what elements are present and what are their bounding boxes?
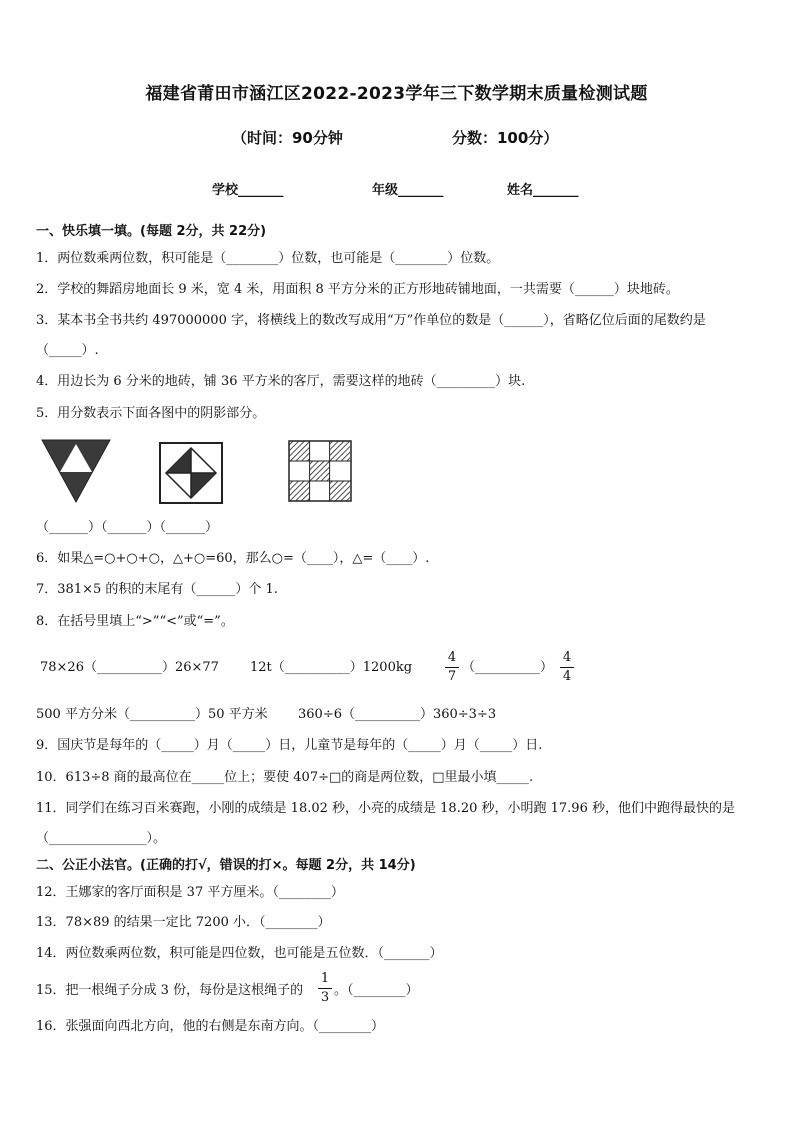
fraction-four-fourths: 4 4 (560, 650, 574, 685)
fraction-four-sevenths: 4 7 (445, 650, 459, 685)
question-4: 4．用边长为 6 分米的地砖，铺 36 平方米的客厅，需要这样的地砖（_________）块. (36, 374, 526, 389)
square-diamond-figure (159, 442, 223, 504)
question-7: 7．381×5 的积的末尾有（______）个 1. (36, 582, 278, 597)
compare-item-2: 12t（__________）1200kg (250, 660, 413, 675)
compare-item-5: 360÷6（__________）360÷3÷3 (298, 707, 497, 722)
page-title: 福建省莆田市涵江区2022-2023学年三下数学期末质量检测试题 (145, 84, 648, 104)
compare-item-4: 500 平方分米（__________）50 平方米 (36, 707, 268, 722)
question-15-blank: 。（________） (334, 983, 419, 998)
question-8: 8．在括号里填上“>”“<”或“=”。 (36, 614, 234, 629)
compare-item-1: 78×26（__________）26×77 (40, 660, 219, 675)
fraction-one-third: 1 3 (318, 971, 332, 1006)
name-field: 姓名_______ (507, 183, 579, 198)
question-13: 13．78×89 的结果一定比 7200 小．（________） (36, 915, 331, 930)
question-3: 3．某本书全书共约 497000000 字，将横线上的数改写成用“万”作单位的数是（______），省略亿位后面的尾数约是 (36, 313, 706, 328)
question-16: 16．张强面向西北方向，他的右侧是东南方向。（________） (36, 1019, 385, 1034)
question-9: 9．国庆节是每年的（_____）月（_____）日，儿童节是每年的（_____）月（_____）日. (36, 738, 543, 753)
section-1-heading: 一、快乐填一填。(每题 2分，共 22分) (36, 224, 267, 239)
question-6: 6．如果△=○+○+○，△+○=60，那么○=（____），△=（____）. (36, 551, 430, 566)
question-5: 5．用分数表示下面各图中的阴影部分。 (36, 406, 266, 421)
question-12: 12．王娜家的客厅面积是 37 平方厘米。（________） (36, 885, 344, 900)
triangle-figure (40, 438, 112, 504)
question-15: 15．把一根绳子分成 3 份，每份是这根绳子的 (36, 983, 304, 998)
compare-item-3-blank: （__________） (462, 660, 554, 675)
question-1: 1．两位数乘两位数，积可能是（________）位数，也可能是（________）位数。 (36, 251, 500, 266)
question-11: 11．同学们在练习百米赛跑，小刚的成绩是 18.02 秒，小亮的成绩是 18.20 秒，小明跑 17.96 秒，他们中跑得最快的是 (36, 801, 735, 816)
exam-score: 分数：100分） (452, 129, 559, 147)
question-2: 2．学校的舞蹈房地面长 9 米，宽 4 米，用面积 8 平方分米的正方形地砖铺地面，一共需要（______）块地砖。 (36, 282, 679, 297)
question-3-continued: （_____）. (36, 343, 99, 358)
question-10: 10．613÷8 商的最高位在_____位上；要使 407÷□的商是两位数，□里最小填_____. (36, 770, 534, 785)
question-14: 14．两位数乘两位数，积可能是四位数，也可能是五位数．（_______） (36, 946, 443, 961)
exam-time: （时间：90分钟 (232, 129, 343, 147)
hatched-grid-figure (288, 440, 352, 502)
school-field: 学校_______ (212, 183, 284, 198)
question-5-blanks: （______）（______）（______） (36, 520, 219, 535)
section-2-heading: 二、公正小法官。(正确的打√，错误的打×。每题 2分，共 14分) (36, 858, 416, 873)
grade-field: 年级_______ (372, 183, 444, 198)
question-11-continued: （_______________）。 (36, 831, 167, 846)
